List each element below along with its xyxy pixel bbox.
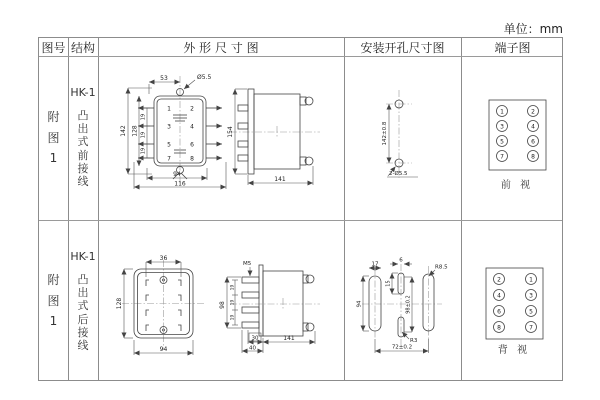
terminal-number: 3	[529, 292, 533, 300]
dim-mid-slot-height: 15	[385, 280, 392, 287]
dim-slot-height: 94	[356, 300, 363, 308]
column-header-fig-no: 图号	[41, 40, 66, 55]
terminal-number: 5	[500, 138, 504, 146]
dim-width-bottom: 94	[159, 346, 168, 353]
dim-height-body: 128	[116, 297, 123, 310]
column-header-mounting: 安装开孔尺寸图	[360, 40, 445, 55]
outline-drawing-rear-wiring	[98, 220, 344, 382]
spec-table	[38, 37, 563, 381]
structure-desc-row2: 凸出式后接线	[77, 273, 89, 352]
terminal-diagram-numbers	[500, 109, 535, 161]
view-caption-front: 前 视	[500, 180, 534, 191]
dim-top-span: 53	[160, 75, 168, 82]
terminal-number: 6	[497, 308, 501, 316]
dim-width-outer: 116	[174, 180, 186, 188]
radius-outer-callout: R8.5	[435, 264, 448, 271]
terminal-5: 5	[167, 141, 171, 149]
centerlines	[386, 90, 412, 178]
holes-callout: 2-Ø5.5	[389, 171, 408, 177]
structure-cell-row2	[68, 220, 98, 382]
model-name-row2: HK-1	[70, 250, 96, 263]
outline-drawing-front-wiring	[98, 56, 344, 220]
relay-rear-side-view	[242, 265, 314, 336]
dim-slot-width: 17	[371, 261, 379, 268]
centerlines	[180, 76, 320, 184]
terminal-numbers-front-view	[167, 106, 194, 163]
terminal-1: 1	[167, 105, 171, 113]
column-header-terminal: 端子图	[494, 40, 531, 55]
fig-no-cell-row2	[39, 220, 68, 382]
dim-block-height: 98	[219, 301, 226, 309]
terminal-number: 4	[497, 292, 501, 300]
dim-side-width: 141	[283, 335, 295, 342]
terminal-number: 1	[500, 108, 504, 116]
model-name-row1: HK-1	[70, 86, 96, 99]
dim-pitch-2: 19	[140, 131, 147, 139]
thread-callout: M5	[243, 261, 252, 267]
radius-mid-callout: R3	[410, 338, 418, 344]
terminal-diagram-rear	[461, 220, 564, 382]
mounting-hole-drawing-rear-wiring	[344, 220, 461, 382]
terminal-number: 4	[531, 123, 535, 131]
structure-cell-row1	[68, 56, 98, 220]
terminal-diagram-front	[461, 56, 564, 220]
dim-mid-slot-width: 6	[399, 257, 403, 264]
fig-no-row1: 附图1	[47, 110, 60, 166]
view-caption-rear: 背 视	[497, 345, 531, 356]
terminal-2: 2	[190, 105, 194, 113]
terminal-number: 5	[529, 308, 533, 316]
dim-width-inner: 94	[173, 171, 181, 178]
dim-side-height: 154	[227, 126, 234, 138]
dim-pitch-1: 19	[230, 284, 236, 291]
dim-depth-front: 30	[251, 335, 259, 342]
terminal-block-outline	[486, 268, 543, 339]
dim-height-body: 128	[131, 125, 139, 137]
fig-no-cell-row1	[39, 56, 68, 220]
dim-vertical-spacing: 98±0.2	[405, 295, 412, 314]
terminal-number: 7	[529, 324, 533, 332]
terminal-4: 4	[190, 123, 194, 131]
fig-no-row2: 附图1	[47, 273, 60, 329]
dim-pitch-1: 19	[140, 113, 147, 121]
dimension-lines	[128, 80, 313, 189]
terminal-number: 6	[531, 138, 535, 146]
unit-note: 单位：mm	[503, 22, 563, 36]
structure-desc-row1: 凸出式前接线	[77, 109, 89, 188]
mounting-slots	[369, 273, 434, 337]
column-header-outline: 外 形 尺 寸 图	[183, 40, 259, 55]
terminal-3: 3	[167, 123, 171, 131]
terminal-8: 8	[190, 155, 194, 163]
dim-horizontal-spacing: 72±0.2	[391, 344, 413, 351]
dim-side-width: 141	[274, 176, 286, 183]
terminal-block-outline	[489, 100, 546, 170]
dim-top-span: 36	[159, 255, 168, 262]
terminal-number: 3	[500, 123, 504, 131]
terminal-6: 6	[190, 141, 194, 149]
terminal-number: 1	[529, 276, 533, 284]
terminal-number: 8	[531, 153, 535, 161]
terminal-number: 2	[531, 108, 535, 116]
dim-hole-spacing: 142±0.8	[382, 121, 388, 146]
relay-side-view	[238, 89, 313, 174]
dimension-lines	[363, 261, 435, 353]
dim-pitch-3: 19	[140, 147, 147, 155]
terminal-7: 7	[167, 155, 171, 163]
dim-stud-diameter: Ø5.5	[197, 74, 212, 81]
mounting-hole-drawing-front-wiring	[344, 56, 461, 220]
dim-pitch-3: 19	[230, 314, 236, 321]
dim-depth-stud: 40	[249, 345, 256, 352]
column-header-structure: 结构	[70, 40, 95, 55]
dim-height-total: 142	[120, 125, 127, 137]
dim-pitch-2: 19	[230, 299, 236, 306]
terminal-number: 7	[500, 153, 504, 161]
terminal-number: 8	[497, 324, 501, 332]
dimension-lines	[387, 104, 418, 177]
terminal-number: 2	[497, 276, 501, 284]
